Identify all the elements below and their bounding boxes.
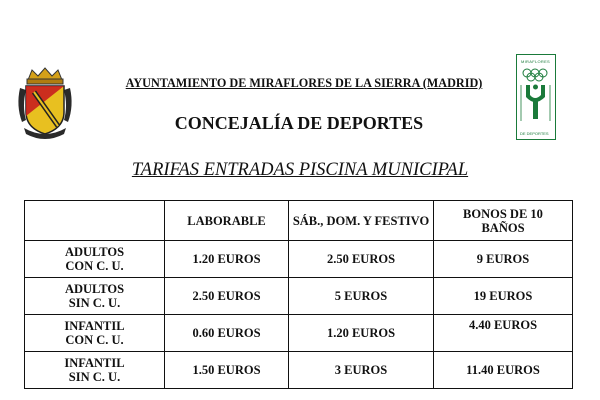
cell-laborable: 0.60 EUROS <box>165 315 289 352</box>
header-laborable: LABORABLE <box>165 201 289 241</box>
cell-festivo: 3 EUROS <box>289 352 434 389</box>
cell-bonos: 11.40 EUROS <box>434 352 573 389</box>
cell-laborable: 1.50 EUROS <box>165 352 289 389</box>
table-row <box>25 315 573 352</box>
page-title: TARIFAS ENTRADAS PISCINA MUNICIPAL <box>131 160 469 180</box>
coat-of-arms-icon <box>14 66 76 140</box>
cell-laborable: 2.50 EUROS <box>165 278 289 315</box>
cell-bonos: 4.40 EUROS <box>434 315 573 352</box>
row-label-line1: ADULTOS <box>64 282 125 296</box>
header-empty-cell <box>25 201 165 241</box>
table-row <box>25 278 573 315</box>
logo-top-text: MIRAFLORES <box>521 59 551 64</box>
cell-bonos: 9 EUROS <box>434 241 573 278</box>
cell-festivo: 2.50 EUROS <box>289 241 434 278</box>
price-table <box>24 200 573 389</box>
ayuntamiento-heading: AYUNTAMIENTO DE MIRAFLORES DE LA SIERRA (MADRID) <box>125 76 483 90</box>
concejalia-heading: CONCEJALÍA DE DEPORTES <box>174 113 424 133</box>
logo-bottom-text: DE DEPORTES <box>520 131 549 136</box>
row-label-line1: INFANTIL <box>64 356 125 370</box>
table-row <box>25 352 573 389</box>
table-header-row <box>25 201 573 241</box>
row-label-line1: ADULTOS <box>64 245 125 259</box>
header-bonos-line2: BAÑOS <box>481 220 525 235</box>
row-label <box>25 278 165 315</box>
cell-laborable: 1.20 EUROS <box>165 241 289 278</box>
row-label-line2: SIN C. U. <box>68 296 121 310</box>
sports-logo-icon <box>516 54 556 140</box>
header-festivo: SÁB., DOM. Y FESTIVO <box>289 201 434 241</box>
row-label <box>25 241 165 278</box>
row-label-line2: SIN C. U. <box>68 370 121 384</box>
row-label-line2: CON C. U. <box>65 333 124 347</box>
row-label <box>25 352 165 389</box>
row-label <box>25 315 165 352</box>
row-label-line1: INFANTIL <box>64 319 125 333</box>
cell-bonos: 19 EUROS <box>434 278 573 315</box>
header-bonos <box>434 201 573 241</box>
row-label-line2: CON C. U. <box>65 259 124 273</box>
table-row <box>25 241 573 278</box>
cell-festivo: 5 EUROS <box>289 278 434 315</box>
cell-festivo: 1.20 EUROS <box>289 315 434 352</box>
header-bonos-line1: BONOS DE 10 <box>463 206 543 221</box>
